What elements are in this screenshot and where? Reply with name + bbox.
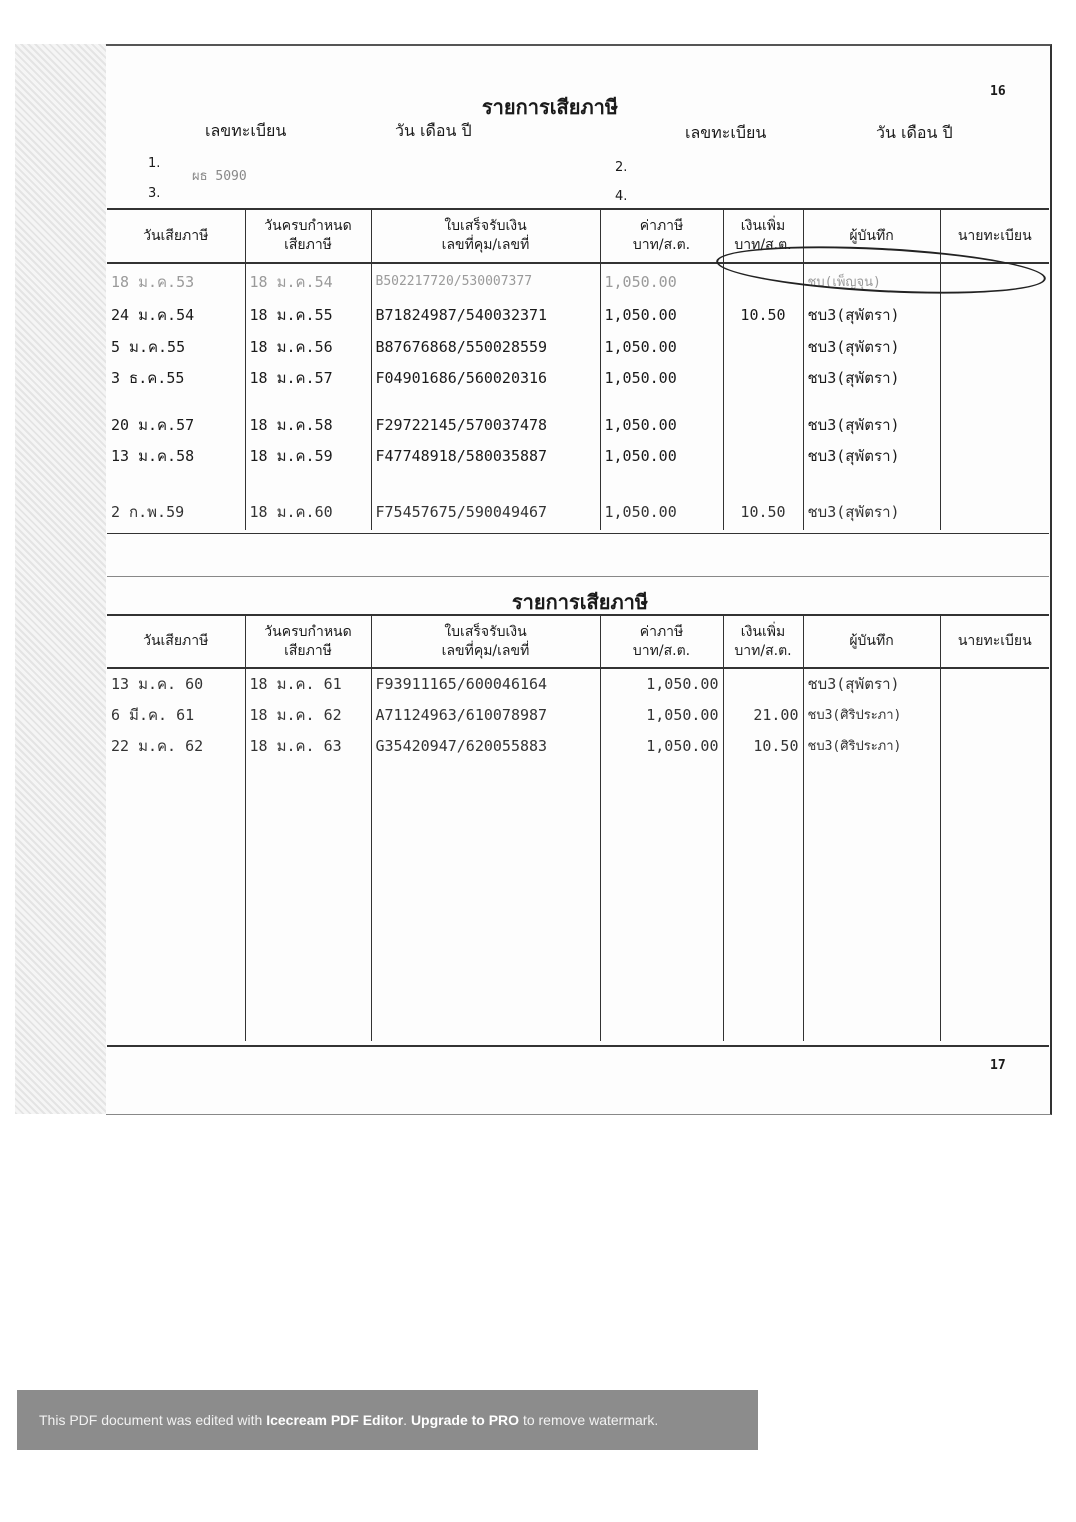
table-row	[107, 331, 1049, 362]
registrar-cell	[940, 409, 1049, 440]
date-label-right: วัน เดือน ปี	[876, 123, 953, 142]
col-header-tax-amount: ค่าภาษี บาท/ส.ต.	[600, 210, 723, 263]
due-date-cell: 18 ม.ค. 62	[245, 699, 371, 730]
section2-title: รายการเสียภาษี	[511, 590, 649, 614]
tax-ledger-table-2	[107, 616, 1049, 1041]
section2-bottom-rule	[107, 1045, 1049, 1047]
col-header-due-date: วันครบกำหนด เสียภาษี	[245, 616, 371, 668]
tax-amount-cell: 1,050.00	[600, 263, 723, 299]
table2-header-row	[107, 616, 1049, 668]
table-row-spacer	[107, 471, 1049, 494]
watermark-middle: .	[403, 1412, 411, 1428]
tax-amount-cell: 1,050.00	[600, 730, 723, 761]
surcharge-cell	[723, 440, 803, 471]
table-row	[107, 299, 1049, 331]
recorder-cell: ชบ3(สุพัตรา)	[803, 668, 940, 699]
recorder-cell: ชบ3(สุพัตรา)	[803, 299, 940, 331]
section1-bottom-rule	[107, 533, 1049, 534]
due-date-cell: 18 ม.ค.58	[245, 409, 371, 440]
col-header-tax-date: วันเสียภาษี	[107, 210, 245, 263]
watermark-prefix: This PDF document was edited with	[39, 1412, 267, 1428]
reg-no-label-right: เลขทะเบียน	[685, 123, 767, 142]
table-row	[107, 362, 1049, 393]
receipt-cell: F93911165/600046164	[371, 668, 600, 699]
tax-date-cell: 6 มี.ค. 61	[111, 705, 195, 724]
tax-date-cell: 13 ม.ค. 60	[111, 675, 204, 693]
table-row	[107, 668, 1049, 699]
surcharge-cell: 10.50	[723, 494, 803, 530]
tax-amount-cell: 1,050.00	[600, 362, 723, 393]
tax-date-cell: 5 ม.ค.55	[111, 337, 186, 356]
editor-watermark-banner	[17, 1390, 758, 1450]
tax-date-cell: 24 ม.ค.54	[111, 306, 195, 324]
tax-date-cell: 18 ม.ค.53	[111, 272, 195, 291]
receipt-cell: B502217720/530007377	[371, 263, 600, 299]
tax-amount-cell: 1,050.00	[600, 331, 723, 362]
reg-slot-1: 1.	[148, 156, 161, 171]
due-date-cell: 18 ม.ค.59	[245, 440, 371, 471]
registrar-cell	[940, 699, 1049, 730]
due-date-cell: 18 ม.ค.57	[245, 362, 371, 393]
receipt-cell: F75457675/590049467	[371, 494, 600, 530]
page-number-bottom: 17	[990, 1058, 1006, 1073]
surcharge-cell	[723, 668, 803, 699]
date-label-left: วัน เดือน ปี	[395, 121, 472, 140]
col-header-receipt: ใบเสร็จรับเงิน เลขที่คุม/เลขที่	[371, 616, 600, 668]
registrar-cell	[940, 362, 1049, 393]
col-header-tax-amount: ค่าภาษี บาท/ส.ต.	[600, 616, 723, 668]
registrar-cell	[940, 440, 1049, 471]
surcharge-cell	[723, 331, 803, 362]
receipt-cell: F29722145/570037478	[371, 409, 600, 440]
registrar-cell	[940, 668, 1049, 699]
table-empty-rows	[107, 761, 1049, 1041]
registrar-cell	[940, 331, 1049, 362]
tax-amount-cell: 1,050.00	[600, 440, 723, 471]
col-header-registrar: นายทะเบียน	[940, 616, 1049, 668]
due-date-cell: 18 ม.ค.54	[245, 263, 371, 299]
page-number-top: 16	[990, 84, 1006, 99]
due-date-cell: 18 ม.ค.60	[245, 494, 371, 530]
table-row	[107, 440, 1049, 471]
tax-date-cell: 20 ม.ค.57	[111, 415, 195, 434]
tax-amount-cell: 1,050.00	[600, 668, 723, 699]
receipt-cell: F04901686/560020316	[371, 362, 600, 393]
reg-slot-1-value: ผธ 5090	[192, 169, 247, 184]
watermark-upgrade-link[interactable]: Upgrade to PRO	[410, 1412, 520, 1428]
due-date-cell: 18 ม.ค. 61	[245, 668, 371, 699]
tax-date-cell: 22 ม.ค. 62	[111, 736, 204, 755]
scan-edge-shadow	[15, 44, 111, 1114]
col-header-due-date: วันครบกำหนด เสียภาษี	[245, 210, 371, 263]
due-date-cell: 18 ม.ค. 63	[245, 730, 371, 761]
due-date-cell: 18 ม.ค.56	[245, 331, 371, 362]
tax-amount-cell: 1,050.00	[600, 409, 723, 440]
surcharge-cell: 10.50	[723, 299, 803, 331]
table-row	[107, 699, 1049, 730]
tax-amount-cell: 1,050.00	[600, 699, 723, 730]
reg-no-label-left: เลขทะเบียน	[205, 121, 287, 140]
watermark-product-name: Icecream PDF Editor	[266, 1412, 404, 1428]
section1-title: รายการเสียภาษี	[481, 95, 619, 119]
tax-amount-cell: 1,050.00	[600, 299, 723, 331]
col-header-recorder: ผู้บันทึก	[803, 616, 940, 668]
tax-date-cell: 2 ก.พ.59	[111, 503, 185, 521]
reg-slot-4: 4.	[615, 189, 628, 204]
registrar-cell	[940, 730, 1049, 761]
table-row	[107, 494, 1049, 530]
due-date-cell: 18 ม.ค.55	[245, 299, 371, 331]
table-row	[107, 730, 1049, 761]
recorder-cell: ชบ3(สุพัตรา)	[803, 331, 940, 362]
recorder-cell: ชบ3(สุพัตรา)	[803, 409, 940, 440]
recorder-cell: ชบ3(ศิริประภา)	[803, 730, 940, 761]
recorder-cell: ชบ3(สุพัตรา)	[803, 440, 940, 471]
table-row	[107, 409, 1049, 440]
recorder-cell: ชบ3(สุพัตรา)	[803, 494, 940, 530]
col-header-receipt: ใบเสร็จรับเงิน เลขที่คุม/เลขที่	[371, 210, 600, 263]
registrar-cell	[940, 299, 1049, 331]
recorder-cell: ชบ(เพ็ญจุน)	[803, 263, 940, 299]
table-row-spacer	[107, 393, 1049, 409]
watermark-suffix: to remove watermark.	[519, 1412, 659, 1428]
reg-slot-2: 2.	[615, 160, 628, 175]
col-header-registrar: นายทะเบียน	[940, 210, 1049, 263]
receipt-cell: A71124963/610078987	[371, 699, 600, 730]
section2-frame-rule	[107, 576, 1049, 577]
tax-date-cell: 13 ม.ค.58	[111, 446, 195, 465]
registrar-cell	[940, 494, 1049, 530]
col-header-surcharge: เงินเพิ่ม บาท/ส.ต.	[723, 616, 803, 668]
receipt-cell: B71824987/540032371	[371, 299, 600, 331]
tax-date-cell: 3 ธ.ค.55	[111, 368, 185, 387]
col-header-tax-date: วันเสียภาษี	[107, 616, 245, 668]
surcharge-cell	[723, 409, 803, 440]
surcharge-cell	[723, 362, 803, 393]
surcharge-cell: 10.50	[723, 730, 803, 761]
receipt-cell: F47748918/580035887	[371, 440, 600, 471]
reg-slot-3: 3.	[148, 186, 161, 201]
tax-amount-cell: 1,050.00	[600, 494, 723, 530]
col-header-recorder: ผู้บันทึก	[803, 210, 940, 263]
surcharge-cell: 21.00	[723, 699, 803, 730]
recorder-cell: ชบ3(สุพัตรา)	[803, 362, 940, 393]
recorder-cell: ชบ3(ศิริประภา)	[803, 699, 940, 730]
receipt-cell: G35420947/620055883	[371, 730, 600, 761]
col-header-surcharge: เงินเพิ่ม บาท/ส.ต.	[723, 210, 803, 263]
receipt-cell: B87676868/550028559	[371, 331, 600, 362]
